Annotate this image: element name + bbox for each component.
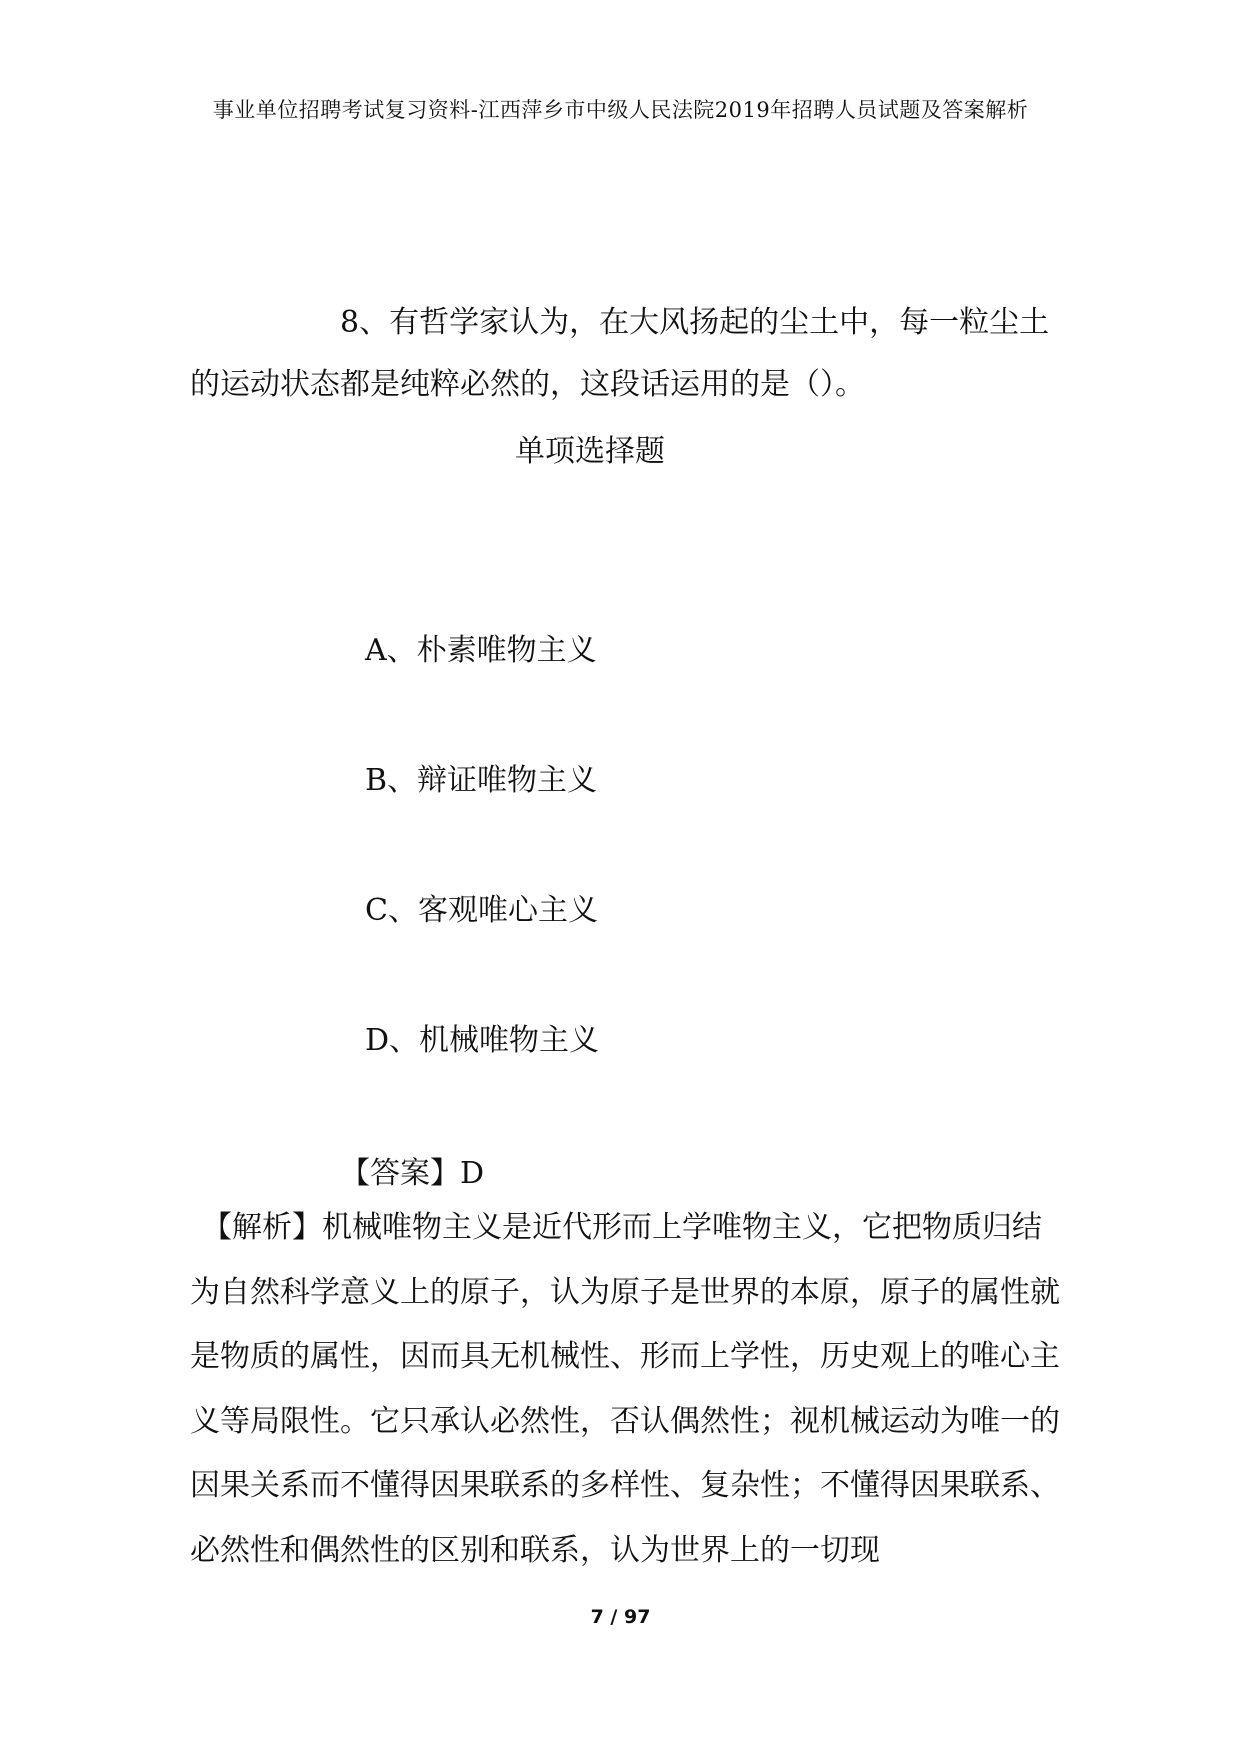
option-a: A、朴素唯物主义 (365, 633, 597, 668)
option-d: D、机械唯物主义 (365, 1023, 600, 1058)
answer-line: 【答案】D (340, 1156, 485, 1191)
option-c: C、客观唯心主义 (365, 893, 598, 928)
analysis-paragraph: 【解析】机械唯物主义是近代形而上学唯物主义，它把物质归结为自然科学意义上的原子，认为原子是世界的本原，原子的属性就是物质的属性，因而具无机械性、形而上学性，历史观上的唯心主义等局限性。它只承认必然性，否认偶然性；视机械运动为唯一的因果关系而不懂得因果联系的多样性、复杂性；不懂得因果联系、必然性和偶然性的区别和联系，认为世界上的一切现 (190, 1210, 1060, 1568)
question-text: 8、有哲学家认为，在大风扬起的尘土中，每一粒尘土的运动状态都是纯粹必然的，这段话运用的是（）。 (190, 305, 1050, 402)
question-type-label: 单项选择题 (515, 434, 665, 469)
option-b: B、辩证唯物主义 (365, 763, 598, 798)
page-number: 7 / 97 (590, 1606, 651, 1628)
page-header-title: 事业单位招聘考试复习资料-江西萍乡市中级人民法院2019年招聘人员试题及答案解析 (212, 98, 1029, 122)
